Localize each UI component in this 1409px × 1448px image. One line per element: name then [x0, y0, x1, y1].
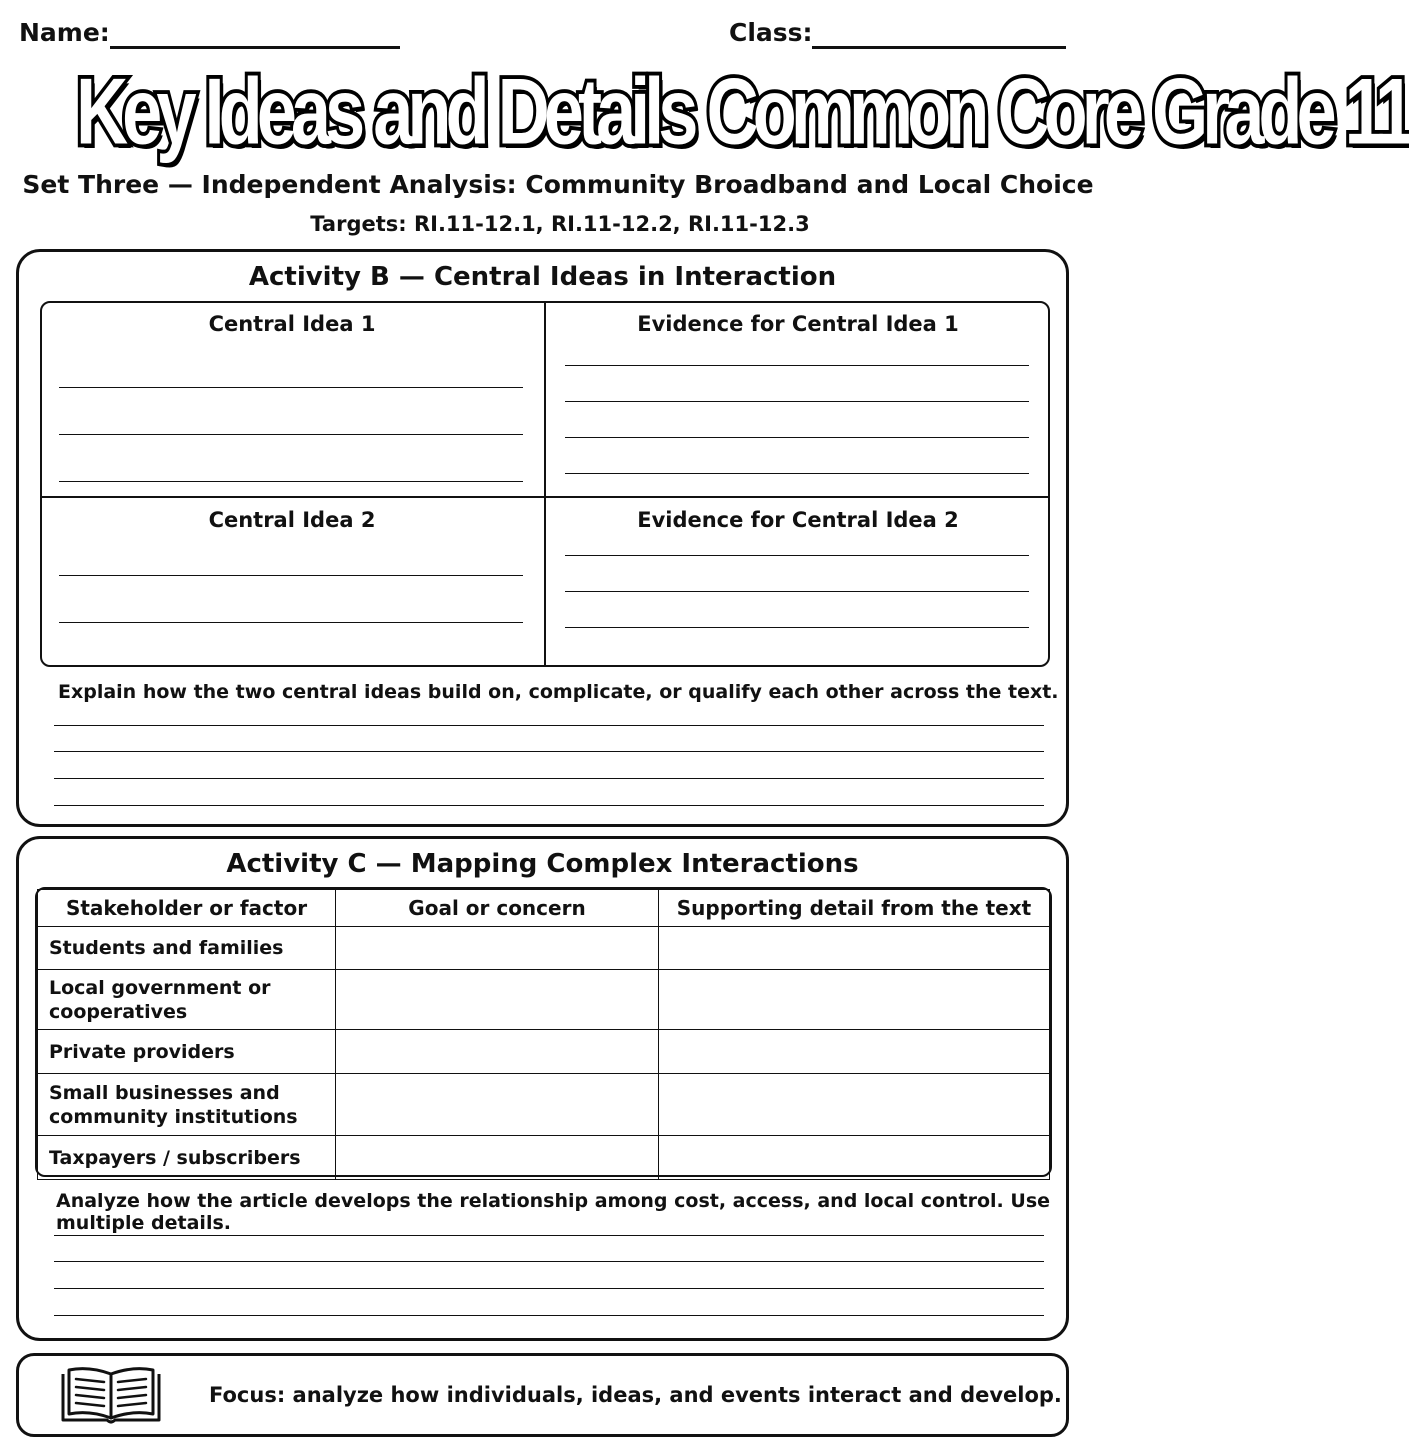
- column-header-stakeholder: Stakeholder or factor: [38, 890, 336, 927]
- central-idea-1-line[interactable]: [59, 434, 523, 435]
- goal-cell[interactable]: [336, 927, 659, 970]
- stakeholder-cell: Private providers: [38, 1030, 336, 1074]
- central-idea-2-line[interactable]: [59, 622, 523, 623]
- name-label: Name:: [19, 18, 110, 47]
- stakeholder-cell: Taxpayers / subscribers: [38, 1136, 336, 1180]
- worksheet-title: Key Ideas and Details Common Core Grade 11: [76, 58, 1409, 164]
- central-idea-1-label: Central Idea 1: [208, 312, 376, 336]
- evidence-2-line[interactable]: [565, 591, 1029, 592]
- stakeholder-table: [35, 887, 1052, 1177]
- activity-b-title: Activity B — Central Ideas in Interaction: [248, 262, 837, 292]
- goal-cell[interactable]: [336, 1030, 659, 1074]
- evidence-1-line[interactable]: [565, 401, 1029, 402]
- evidence-1-label: Evidence for Central Idea 1: [637, 312, 959, 336]
- detail-cell[interactable]: [659, 927, 1050, 970]
- evidence-2-label: Evidence for Central Idea 2: [637, 508, 959, 532]
- response-line[interactable]: [54, 1235, 1044, 1236]
- response-line[interactable]: [54, 1315, 1044, 1316]
- class-label: Class:: [729, 18, 813, 47]
- detail-cell[interactable]: [659, 1030, 1050, 1074]
- stakeholder-cell: Local government or cooperatives: [38, 970, 336, 1030]
- evidence-1-line[interactable]: [565, 365, 1029, 366]
- name-field[interactable]: [110, 46, 400, 49]
- central-idea-1-line[interactable]: [59, 387, 523, 388]
- evidence-1-line[interactable]: [565, 473, 1029, 474]
- central-idea-2-label: Central Idea 2: [208, 508, 376, 532]
- activity-c-prompt: Analyze how the article develops the relationship among cost, access, and local control. Use multiple details.: [56, 1190, 1051, 1234]
- stakeholder-cell: Small businesses and community institutions: [38, 1074, 336, 1136]
- response-line[interactable]: [54, 805, 1044, 806]
- grid-divider-horizontal: [42, 496, 1048, 498]
- response-line[interactable]: [54, 751, 1044, 752]
- class-field[interactable]: [812, 46, 1066, 49]
- activity-b-panel: [16, 249, 1069, 827]
- response-line[interactable]: [54, 1261, 1044, 1262]
- open-book-icon: [59, 1366, 163, 1426]
- evidence-2-line[interactable]: [565, 555, 1029, 556]
- standards-targets: Targets: RI.11-12.1, RI.11-12.2, RI.11-12.3: [310, 212, 810, 236]
- stakeholder-cell: Students and families: [38, 927, 336, 970]
- goal-cell[interactable]: [336, 970, 659, 1030]
- detail-cell[interactable]: [659, 1074, 1050, 1136]
- goal-cell[interactable]: [336, 1136, 659, 1180]
- central-idea-1-line[interactable]: [59, 481, 523, 482]
- evidence-2-line[interactable]: [565, 627, 1029, 628]
- activity-b-prompt: Explain how the two central ideas build on, complicate, or qualify each other across the text.: [58, 681, 1059, 703]
- goal-cell[interactable]: [336, 1074, 659, 1136]
- column-header-goal: Goal or concern: [336, 890, 659, 927]
- focus-panel: [16, 1353, 1069, 1437]
- focus-statement: Focus: analyze how individuals, ideas, and events interact and develop.: [209, 1383, 1062, 1407]
- central-idea-2-line[interactable]: [59, 575, 523, 576]
- column-header-detail: Supporting detail from the text: [659, 890, 1050, 927]
- detail-cell[interactable]: [659, 970, 1050, 1030]
- worksheet-subtitle: Set Three — Independent Analysis: Community Broadband and Local Choice: [22, 170, 1094, 199]
- response-line[interactable]: [54, 725, 1044, 726]
- detail-cell[interactable]: [659, 1136, 1050, 1180]
- grid-divider-vertical: [544, 303, 546, 665]
- response-line[interactable]: [54, 778, 1044, 779]
- central-ideas-grid: [40, 301, 1050, 667]
- evidence-1-line[interactable]: [565, 437, 1029, 438]
- activity-c-title: Activity C — Mapping Complex Interactions: [226, 849, 859, 879]
- response-line[interactable]: [54, 1288, 1044, 1289]
- activity-c-panel: [16, 836, 1069, 1341]
